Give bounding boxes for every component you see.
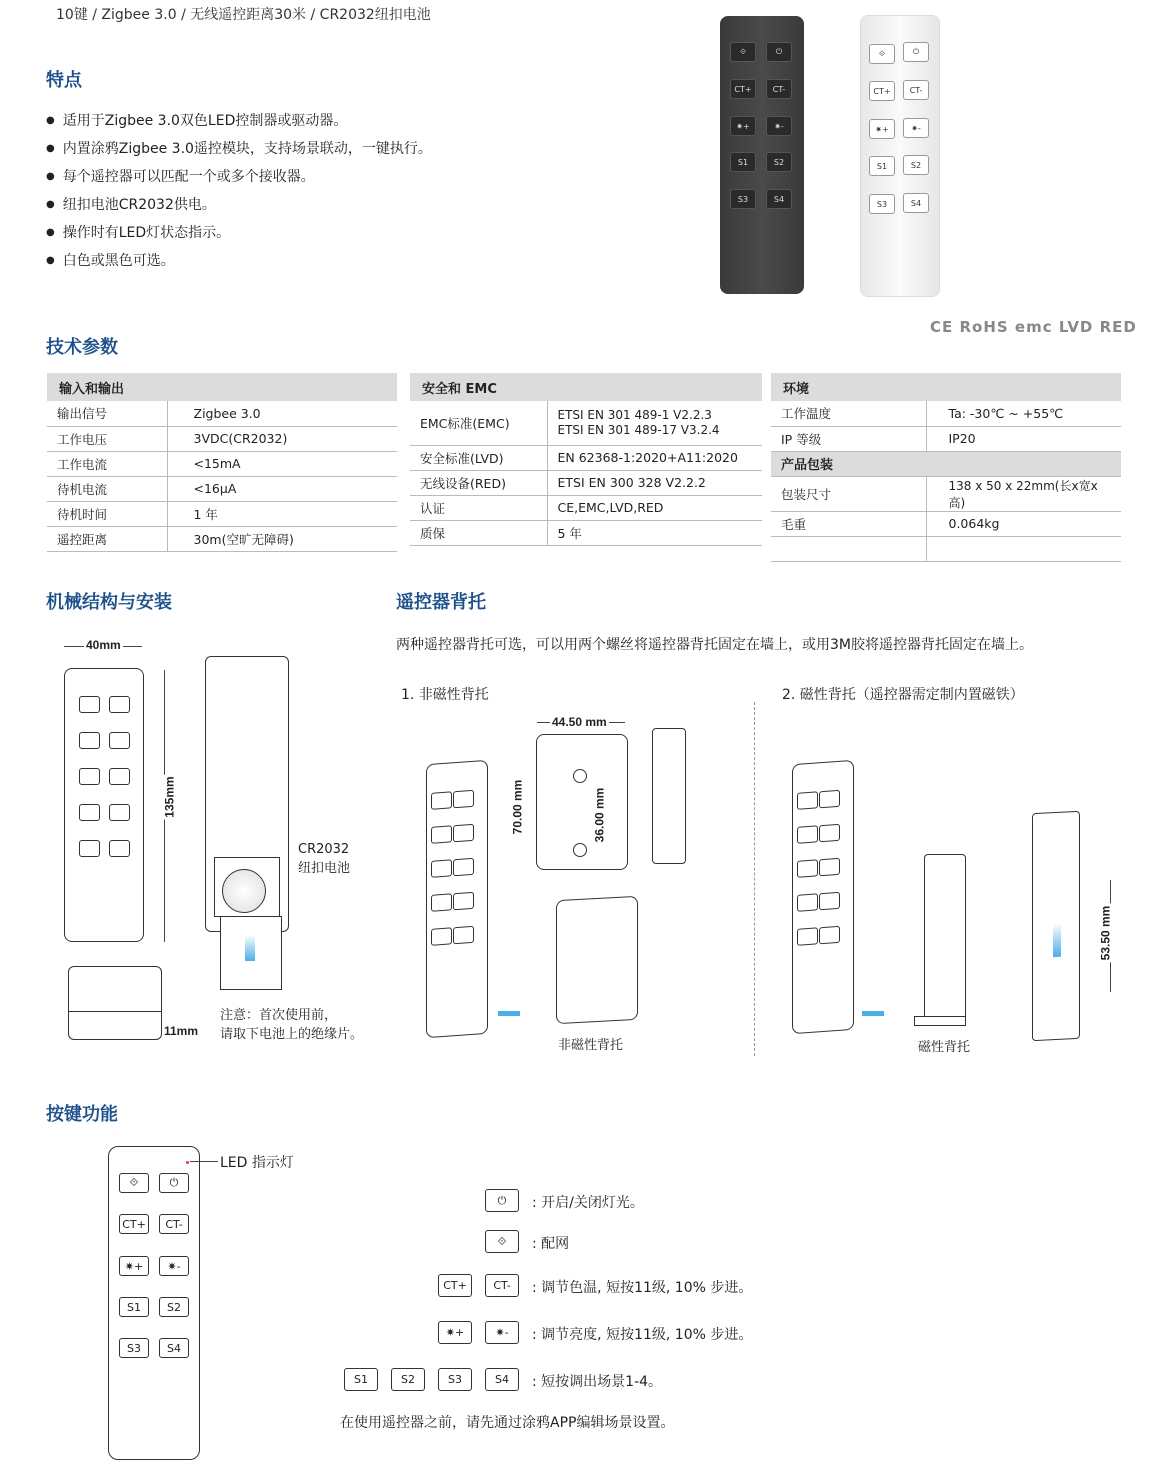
remote-btn: CT-: [766, 79, 792, 99]
safety-table: [410, 373, 762, 546]
brightness-plus-key: ✷+: [438, 1321, 472, 1344]
spec-label: 无线设备(RED): [410, 470, 547, 495]
coin-cell-battery: [222, 869, 266, 913]
features-list: [46, 108, 432, 276]
spec-value: ETSI EN 300 328 V2.2.2: [547, 470, 762, 495]
scene-4-key: S4: [485, 1368, 519, 1391]
feature-item: ● 内置涂鸦Zigbee 3.0遥控模块，支持场景联动，一键执行。: [46, 136, 432, 164]
pack-table-header: 产品包装: [771, 451, 1121, 476]
magnetic-back-outline: [1032, 811, 1080, 1042]
brightness-minus-key: ✷-: [159, 1256, 189, 1276]
scene-2-key: S2: [391, 1368, 425, 1391]
spec-value: <16μA: [167, 476, 397, 501]
magnet-dim: 53.50 mm: [1098, 905, 1113, 961]
remote-btn: S2: [766, 152, 792, 172]
remote-btn: S2: [903, 155, 929, 175]
screw-hole-icon: [573, 769, 587, 783]
power-icon: ⏻: [159, 1173, 189, 1193]
remote-btn: S4: [766, 189, 792, 209]
battery-note: 注意：首次使用前， 请取下电池上的绝缘片。: [220, 1008, 364, 1042]
arrow-right-icon: [498, 1011, 520, 1016]
mech-title: 机械结构与安装: [46, 592, 172, 613]
env-table-header: 环境: [771, 373, 1121, 401]
feature-item: ● 操作时有LED灯状态指示。: [46, 220, 432, 248]
specs-title: 技术参数: [46, 337, 118, 358]
spec-label: 遥控距离: [47, 526, 167, 551]
remote-side-outline: [68, 966, 162, 1040]
arrow-down-icon: [245, 935, 255, 961]
battery-insulation-tab: [220, 916, 282, 990]
holder-plate-outline: [536, 734, 628, 870]
pair-desc: : 配网: [532, 1236, 570, 1252]
spec-label: 输出信号: [47, 401, 167, 426]
io-table-header: 输入和输出: [47, 373, 397, 401]
spec-value: 0.064kg: [926, 511, 1121, 536]
power-icon: ⏻: [766, 42, 792, 62]
remote-btn: S1: [730, 152, 756, 172]
remote-btn: CT+: [869, 81, 895, 101]
remote-btn: S3: [869, 194, 895, 214]
spec-label: 待机时间: [47, 501, 167, 526]
non-magnetic-caption: 非磁性背托: [558, 1038, 624, 1053]
certification-marks: CE RoHS emc LVD RED: [930, 318, 1137, 336]
pair-icon: ⟐: [119, 1173, 149, 1193]
power-icon: ⏻: [903, 42, 929, 62]
spec-label: 工作电流: [47, 451, 167, 476]
spec-label: 安全标准(LVD): [410, 445, 547, 470]
ct-desc: : 调节色温, 短按11级, 10% 步进。: [532, 1280, 753, 1296]
pair-icon: ⟐: [485, 1230, 519, 1253]
spec-label: 毛重: [771, 511, 926, 536]
brightness-plus-key: ✷+: [119, 1256, 149, 1276]
spec-value: 30m(空旷无障碍): [167, 526, 397, 551]
ct-minus-key: CT-: [159, 1214, 189, 1234]
keys-note: 在使用遥控器之前，请先通过涂鸦APP编辑场景设置。: [340, 1415, 675, 1431]
divider: [754, 702, 755, 1056]
spec-label: 认证: [410, 495, 547, 520]
env-table: [771, 373, 1121, 562]
spec-label: 工作温度: [771, 401, 926, 426]
ct-plus-key: CT+: [119, 1214, 149, 1234]
remote-btn: ✷+: [869, 119, 895, 139]
remote-outline: [792, 760, 854, 1034]
holder-hole-dim: 36.00 mm: [592, 787, 607, 843]
spec-label: 工作电压: [47, 426, 167, 451]
scene-desc: : 短按调出场景1-4。: [532, 1374, 663, 1390]
arrow-down-icon: [1053, 923, 1061, 957]
pair-icon: ⟐: [730, 42, 756, 62]
remote-photo-black: [720, 16, 804, 294]
magnetic-caption: 磁性背托: [918, 1040, 971, 1055]
ct-minus-key: CT-: [485, 1274, 519, 1297]
product-subtitle: 10键 / Zigbee 3.0 / 无线遥控距离30米 / CR2032纽扣电池: [56, 7, 431, 23]
spec-value: 1 年: [167, 501, 397, 526]
spec-label: EMC标准(EMC): [410, 401, 547, 445]
holder-width-dim: 44.50 mm: [552, 715, 607, 729]
power-icon: ⏻: [485, 1189, 519, 1212]
spec-label: IP 等级: [771, 426, 926, 451]
feature-item: ● 每个遥控器可以匹配一个或多个接收器。: [46, 164, 432, 192]
magnetic-holder-outline: [924, 854, 966, 1020]
ct-plus-key: CT+: [438, 1274, 472, 1297]
holder-perspective-outline: [556, 896, 638, 1024]
remote-btn: S4: [903, 193, 929, 213]
io-table: [47, 373, 397, 552]
magnetic-holder-base: [914, 1016, 966, 1026]
remote-back-outline: [205, 656, 289, 932]
remote-btn: S1: [869, 156, 895, 176]
scene-3-key: S3: [119, 1338, 149, 1358]
holder-side-outline: [652, 728, 686, 864]
length-dim: 135mm: [162, 776, 177, 818]
holder-option-1: 1. 非磁性背托: [401, 687, 489, 703]
brightness-desc: : 调节亮度, 短按11级, 10% 步进。: [532, 1327, 753, 1343]
holder-desc: 两种遥控器背托可选，可以用两个螺丝将遥控器背托固定在墙上，或用3M胶将遥控器背托固定在墙上。: [396, 637, 1033, 653]
scene-1-key: S1: [344, 1368, 378, 1391]
spec-value: 138 x 50 x 22mm(长x宽x高): [926, 476, 1121, 511]
scene-3-key: S3: [438, 1368, 472, 1391]
features-title: 特点: [46, 70, 82, 91]
power-desc: : 开启/关闭灯光。: [532, 1195, 644, 1211]
spec-value: CE,EMC,LVD,RED: [547, 495, 762, 520]
remote-photo-white: [860, 15, 940, 297]
spec-value: 3VDC(CR2032): [167, 426, 397, 451]
led-label: LED 指示灯: [220, 1155, 294, 1171]
remote-btn: CT-: [903, 80, 929, 100]
screw-hole-icon: [573, 843, 587, 857]
spec-value: Ta: -30℃ ~ +55℃: [926, 401, 1121, 426]
keys-title: 按键功能: [46, 1104, 118, 1125]
pair-icon: ⟐: [869, 44, 895, 64]
remote-key-diagram: [108, 1146, 200, 1460]
scene-2-key: S2: [159, 1297, 189, 1317]
scene-4-key: S4: [159, 1338, 189, 1358]
spec-value: IP20: [926, 426, 1121, 451]
spec-value: [926, 536, 1121, 561]
remote-btn: CT+: [730, 79, 756, 99]
remote-btn: S3: [730, 189, 756, 209]
width-dim: 40mm: [86, 638, 121, 652]
spec-value: 5 年: [547, 520, 762, 545]
feature-item: ● 白色或黑色可选。: [46, 248, 432, 276]
holder-title: 遥控器背托: [396, 592, 486, 613]
remote-btn: ✷-: [903, 118, 929, 138]
led-indicator-icon: [186, 1161, 189, 1164]
remote-outline: [426, 760, 488, 1038]
spec-value: Zigbee 3.0: [167, 401, 397, 426]
remote-front-outline: [64, 668, 144, 942]
spec-label: 包装尺寸: [771, 476, 926, 511]
feature-item: ● 纽扣电池CR2032供电。: [46, 192, 432, 220]
battery-label: CR2032 纽扣电池: [298, 842, 351, 876]
arrow-right-icon: [862, 1011, 884, 1016]
holder-option-2: 2. 磁性背托（遥控器需定制内置磁铁）: [782, 687, 1024, 703]
remote-btn: ✷+: [730, 116, 756, 136]
scene-1-key: S1: [119, 1297, 149, 1317]
feature-item: ● 适用于Zigbee 3.0双色LED控制器或驱动器。: [46, 108, 432, 136]
spec-label: 质保: [410, 520, 547, 545]
callout-line: [190, 1161, 218, 1162]
safety-table-header: 安全和 EMC: [410, 373, 762, 401]
thickness-dim: 11mm: [164, 1024, 199, 1038]
spec-value: EN 62368-1:2020+A11:2020: [547, 445, 762, 470]
spec-value: ETSI EN 301 489-1 V2.2.3 ETSI EN 301 489-17 V3.2.4: [547, 401, 762, 445]
spec-label: 待机电流: [47, 476, 167, 501]
spec-label: [771, 536, 926, 561]
spec-value: <15mA: [167, 451, 397, 476]
holder-height-dim: 70.00 mm: [510, 779, 525, 835]
remote-btn: ✷-: [766, 116, 792, 136]
brightness-minus-key: ✷-: [485, 1321, 519, 1344]
